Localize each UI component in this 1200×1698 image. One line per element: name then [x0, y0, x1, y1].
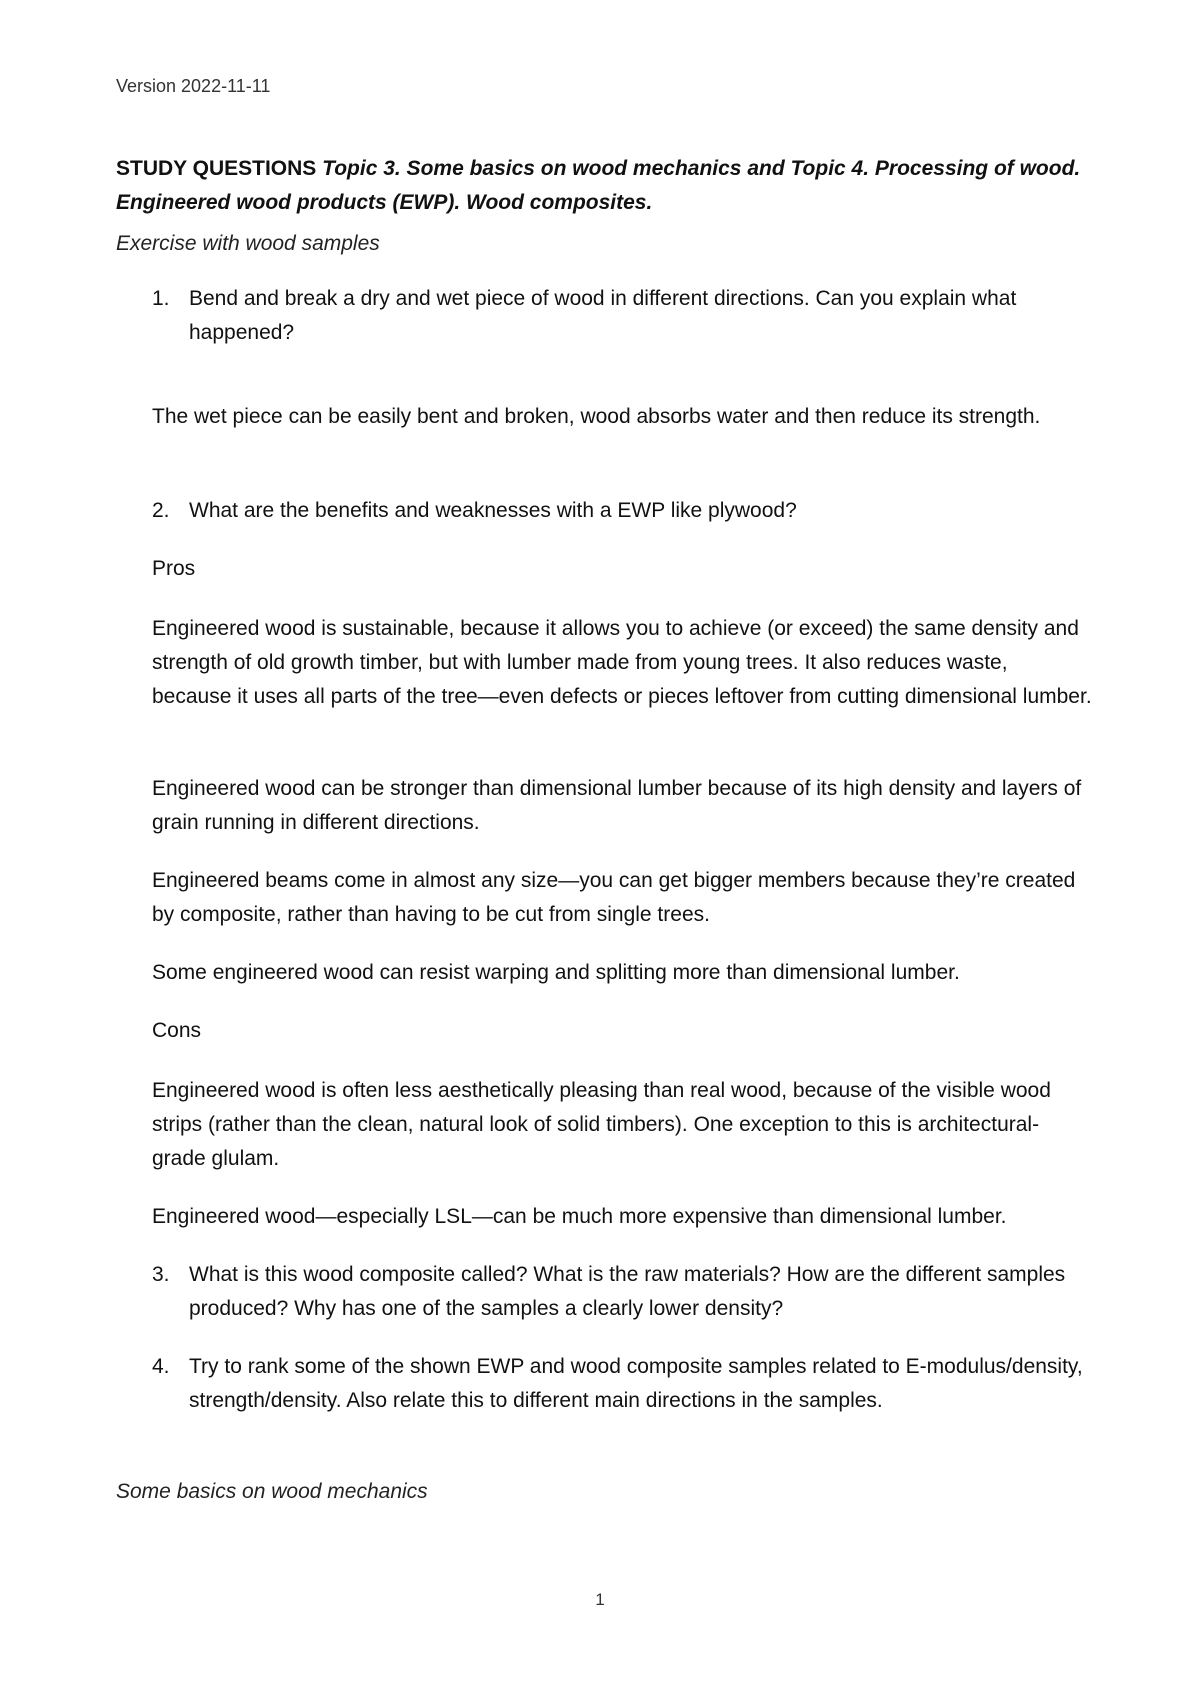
document-title — [116, 152, 1096, 220]
pros-paragraph-2: Engineered wood can be stronger than dimensional lumber because of its high density and layers of grain running in different directions. — [152, 777, 1082, 834]
title-italic: Topic 3. Some basics on wood mechanics and Topic 4. Processing of wood. Engineered wood products (EWP). Wood composites. — [116, 157, 1081, 214]
pros-paragraph-3: Engineered beams come in almost any size—you can get bigger members because they’re created by composite, rather than having to be cut from single trees. — [152, 869, 1076, 926]
cons-paragraph-2: Engineered wood—especially LSL—can be much more expensive than dimensional lumber. — [152, 1205, 1007, 1228]
question-1 — [152, 282, 1092, 350]
pros-paragraph-1: Engineered wood is sustainable, because it allows you to achieve (or exceed) the same density and strength of old growth timber, but with lumber made from young trees. It also reduces waste, because it uses all parts of the tree—even defects or pieces leftover from cutting dimensional lumber. — [152, 617, 1092, 708]
question-text: What are the benefits and weaknesses with a EWP like plywood? — [189, 499, 797, 522]
question-text: What is this wood composite called? What is the raw materials? How are the different samples produced? Why has one of the samples a clearly lower density? — [189, 1263, 1066, 1320]
question-text: Bend and break a dry and wet piece of wood in different directions. Can you explain what happened? — [189, 287, 1017, 344]
section-heading-mechanics: Some basics on wood mechanics — [116, 1480, 428, 1503]
pros-paragraph-4: Some engineered wood can resist warping and splitting more than dimensional lumber. — [152, 961, 960, 984]
section-heading-exercise: Exercise with wood samples — [116, 232, 380, 255]
cons-paragraph-1: Engineered wood is often less aesthetically pleasing than real wood, because of the visible wood strips (rather than the clean, natural look of solid timbers). One exception to this is architectural-grade glulam. — [152, 1079, 1051, 1170]
cons-label: Cons — [152, 1019, 202, 1042]
title-bold: STUDY QUESTIONS — [116, 157, 317, 180]
question-2 — [152, 494, 1092, 528]
pros-label: Pros — [152, 557, 196, 580]
question-text: Try to rank some of the shown EWP and wood composite samples related to E-modulus/density, strength/density. Also relate this to different main directions in the samples. — [189, 1355, 1083, 1412]
question-4 — [152, 1350, 1092, 1418]
question-number: 3. — [152, 1263, 170, 1286]
question-3 — [152, 1258, 1092, 1326]
question-number: 2. — [152, 499, 170, 522]
version-header: Version 2022-11-11 — [116, 76, 271, 96]
question-number: 1. — [152, 287, 170, 310]
question-number: 4. — [152, 1355, 170, 1378]
page-number: 1 — [595, 1590, 605, 1609]
answer-1: The wet piece can be easily bent and broken, wood absorbs water and then reduce its strength. — [152, 405, 1041, 428]
